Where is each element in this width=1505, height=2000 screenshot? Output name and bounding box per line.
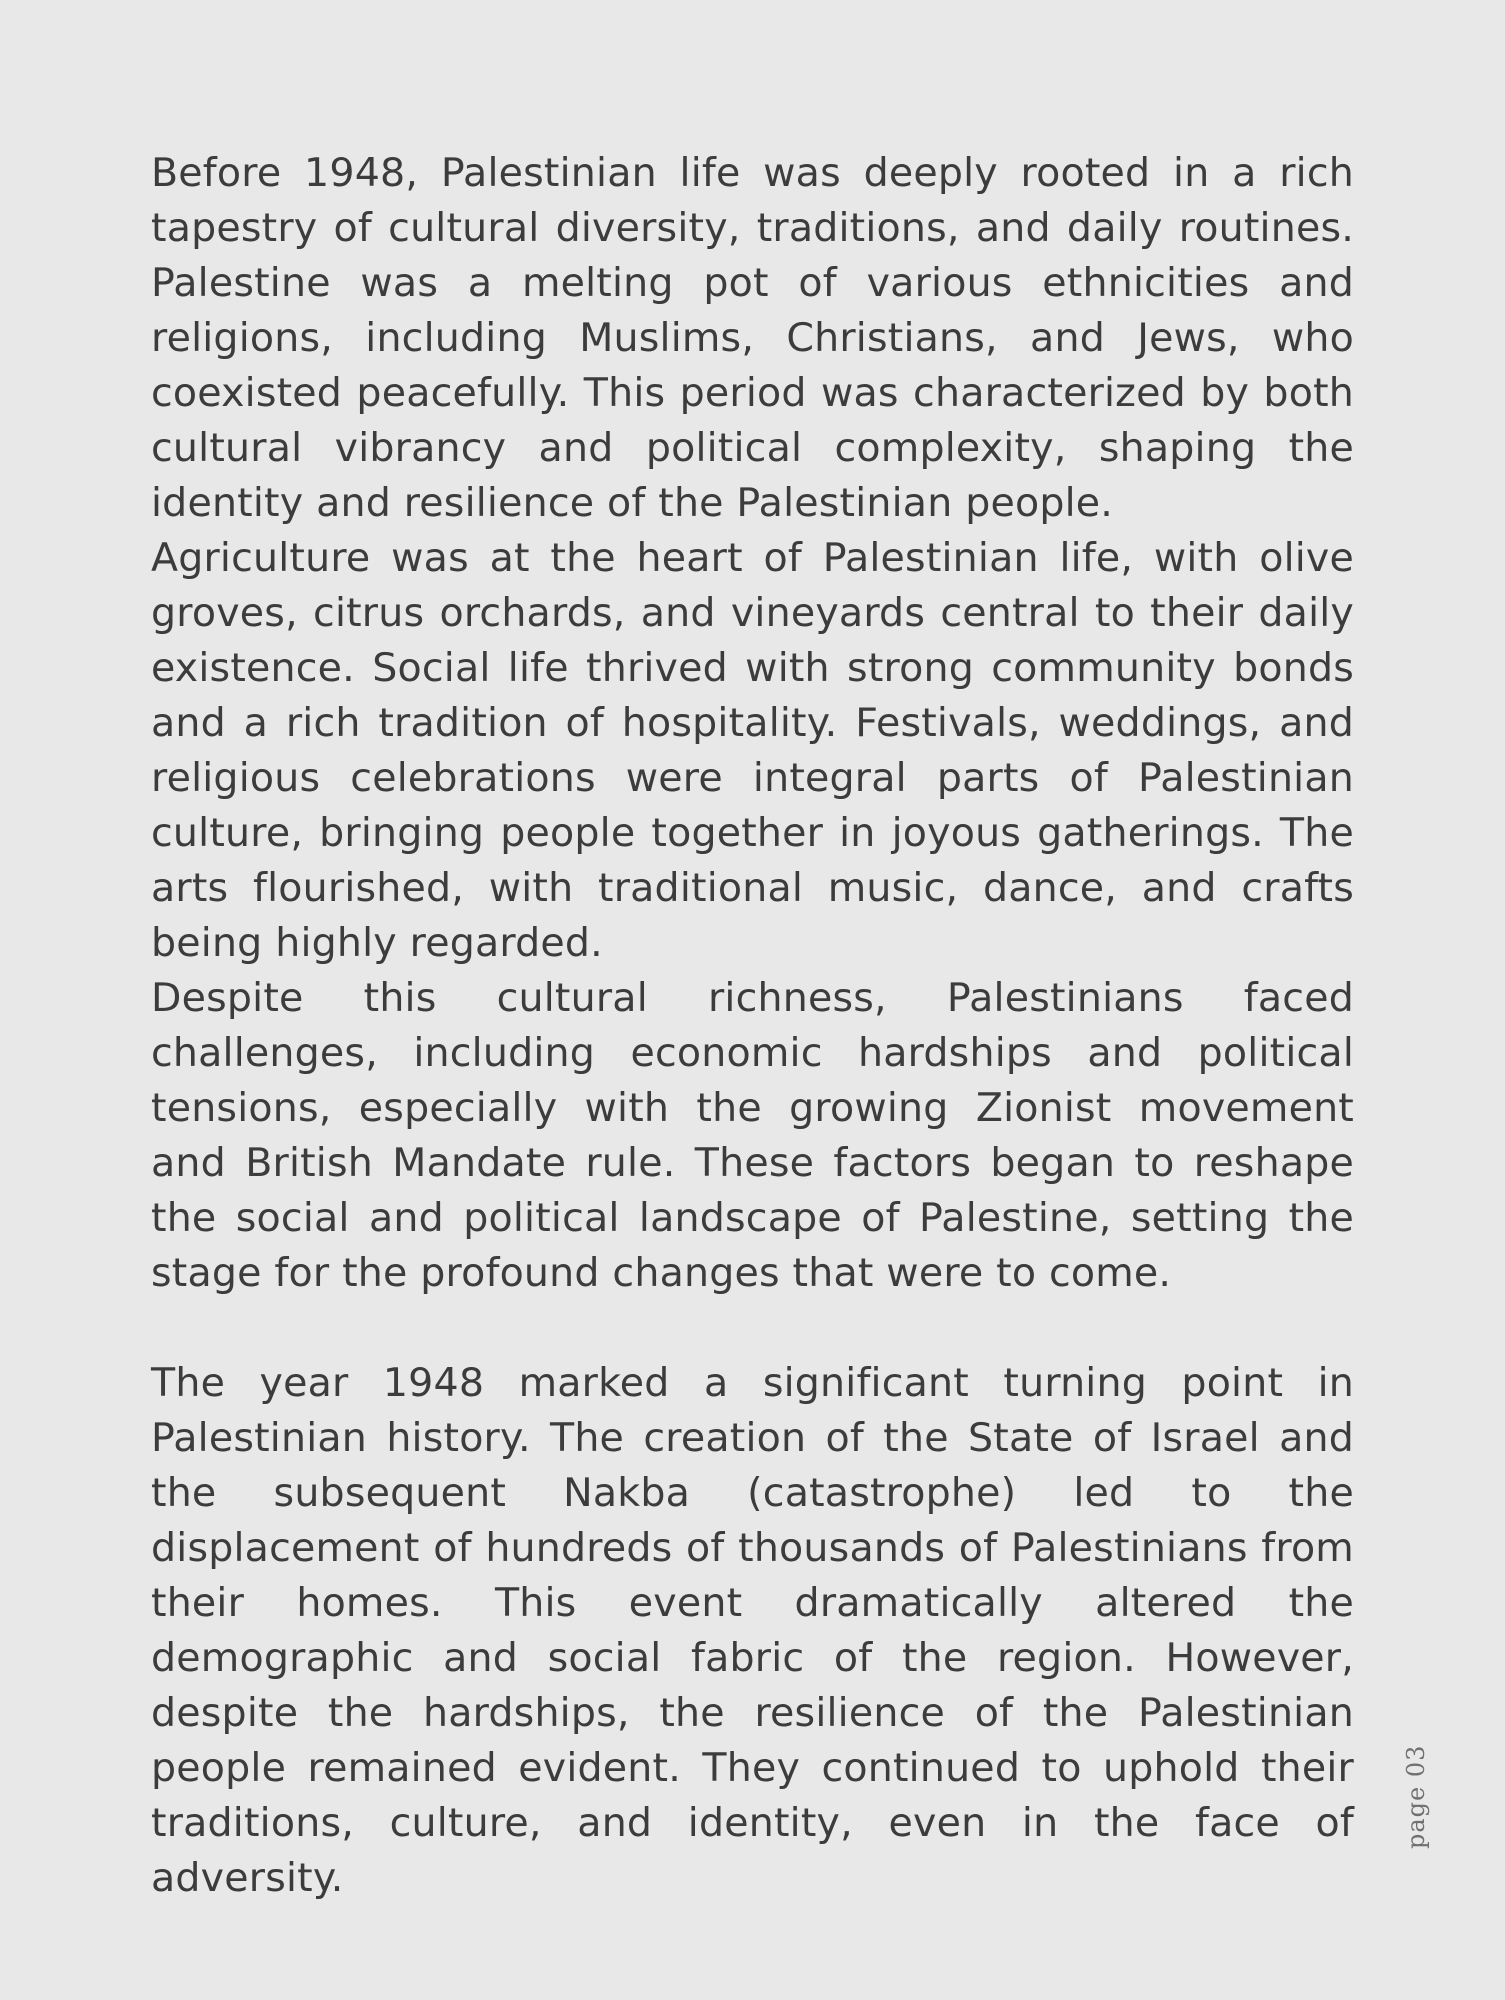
body-text: [151, 146, 1354, 1906]
paragraph-challenges: Despite this cultural richness, Palestinians faced challenges, including economic hardships and political tensions, especially with the growing Zionist movement and British Mandate rule. These factors began to reshape the social and political landscape of Palestine, setting the stage for the profound changes that were to come.: [151, 975, 1354, 1296]
paragraph-spacer: [151, 1301, 1354, 1356]
paragraph-agriculture-social-life: Agriculture was at the heart of Palestinian life, with olive groves, citrus orchards, and vineyards central to their daily existence. Social life thrived with strong community bonds and a rich tradition of hospitality. Festivals, weddings, and religious celebrations were integral parts of Palestinian culture, bringing people together in joyous gatherings. The arts flourished, with traditional music, dance, and crafts being highly regarded.: [151, 535, 1354, 966]
paragraph-1948-turning-point: The year 1948 marked a significant turning point in Palestinian history. The creation of the State of Israel and the subsequent Nakba (catastrophe) led to the displacement of hundreds of thousands of Palestinians from their homes. This event dramatically altered the demographic and social fabric of the region. However, despite the hardships, the resilience of the Palestinian people remained evident. They continued to uphold their traditions, culture, and identity, even in the face of adversity.: [151, 1360, 1354, 1901]
paragraph-pre-1948-life: Before 1948, Palestinian life was deeply rooted in a rich tapestry of cultural diversity, traditions, and daily routines. Palestine was a melting pot of various ethnicities and religions, including Muslims, Christians, and Jews, who coexisted peacefully. This period was characterized by both cultural vibrancy and political complexity, shaping the identity and resilience of the Palestinian people.: [151, 150, 1354, 526]
page-number: page 03: [1402, 1745, 1430, 1850]
